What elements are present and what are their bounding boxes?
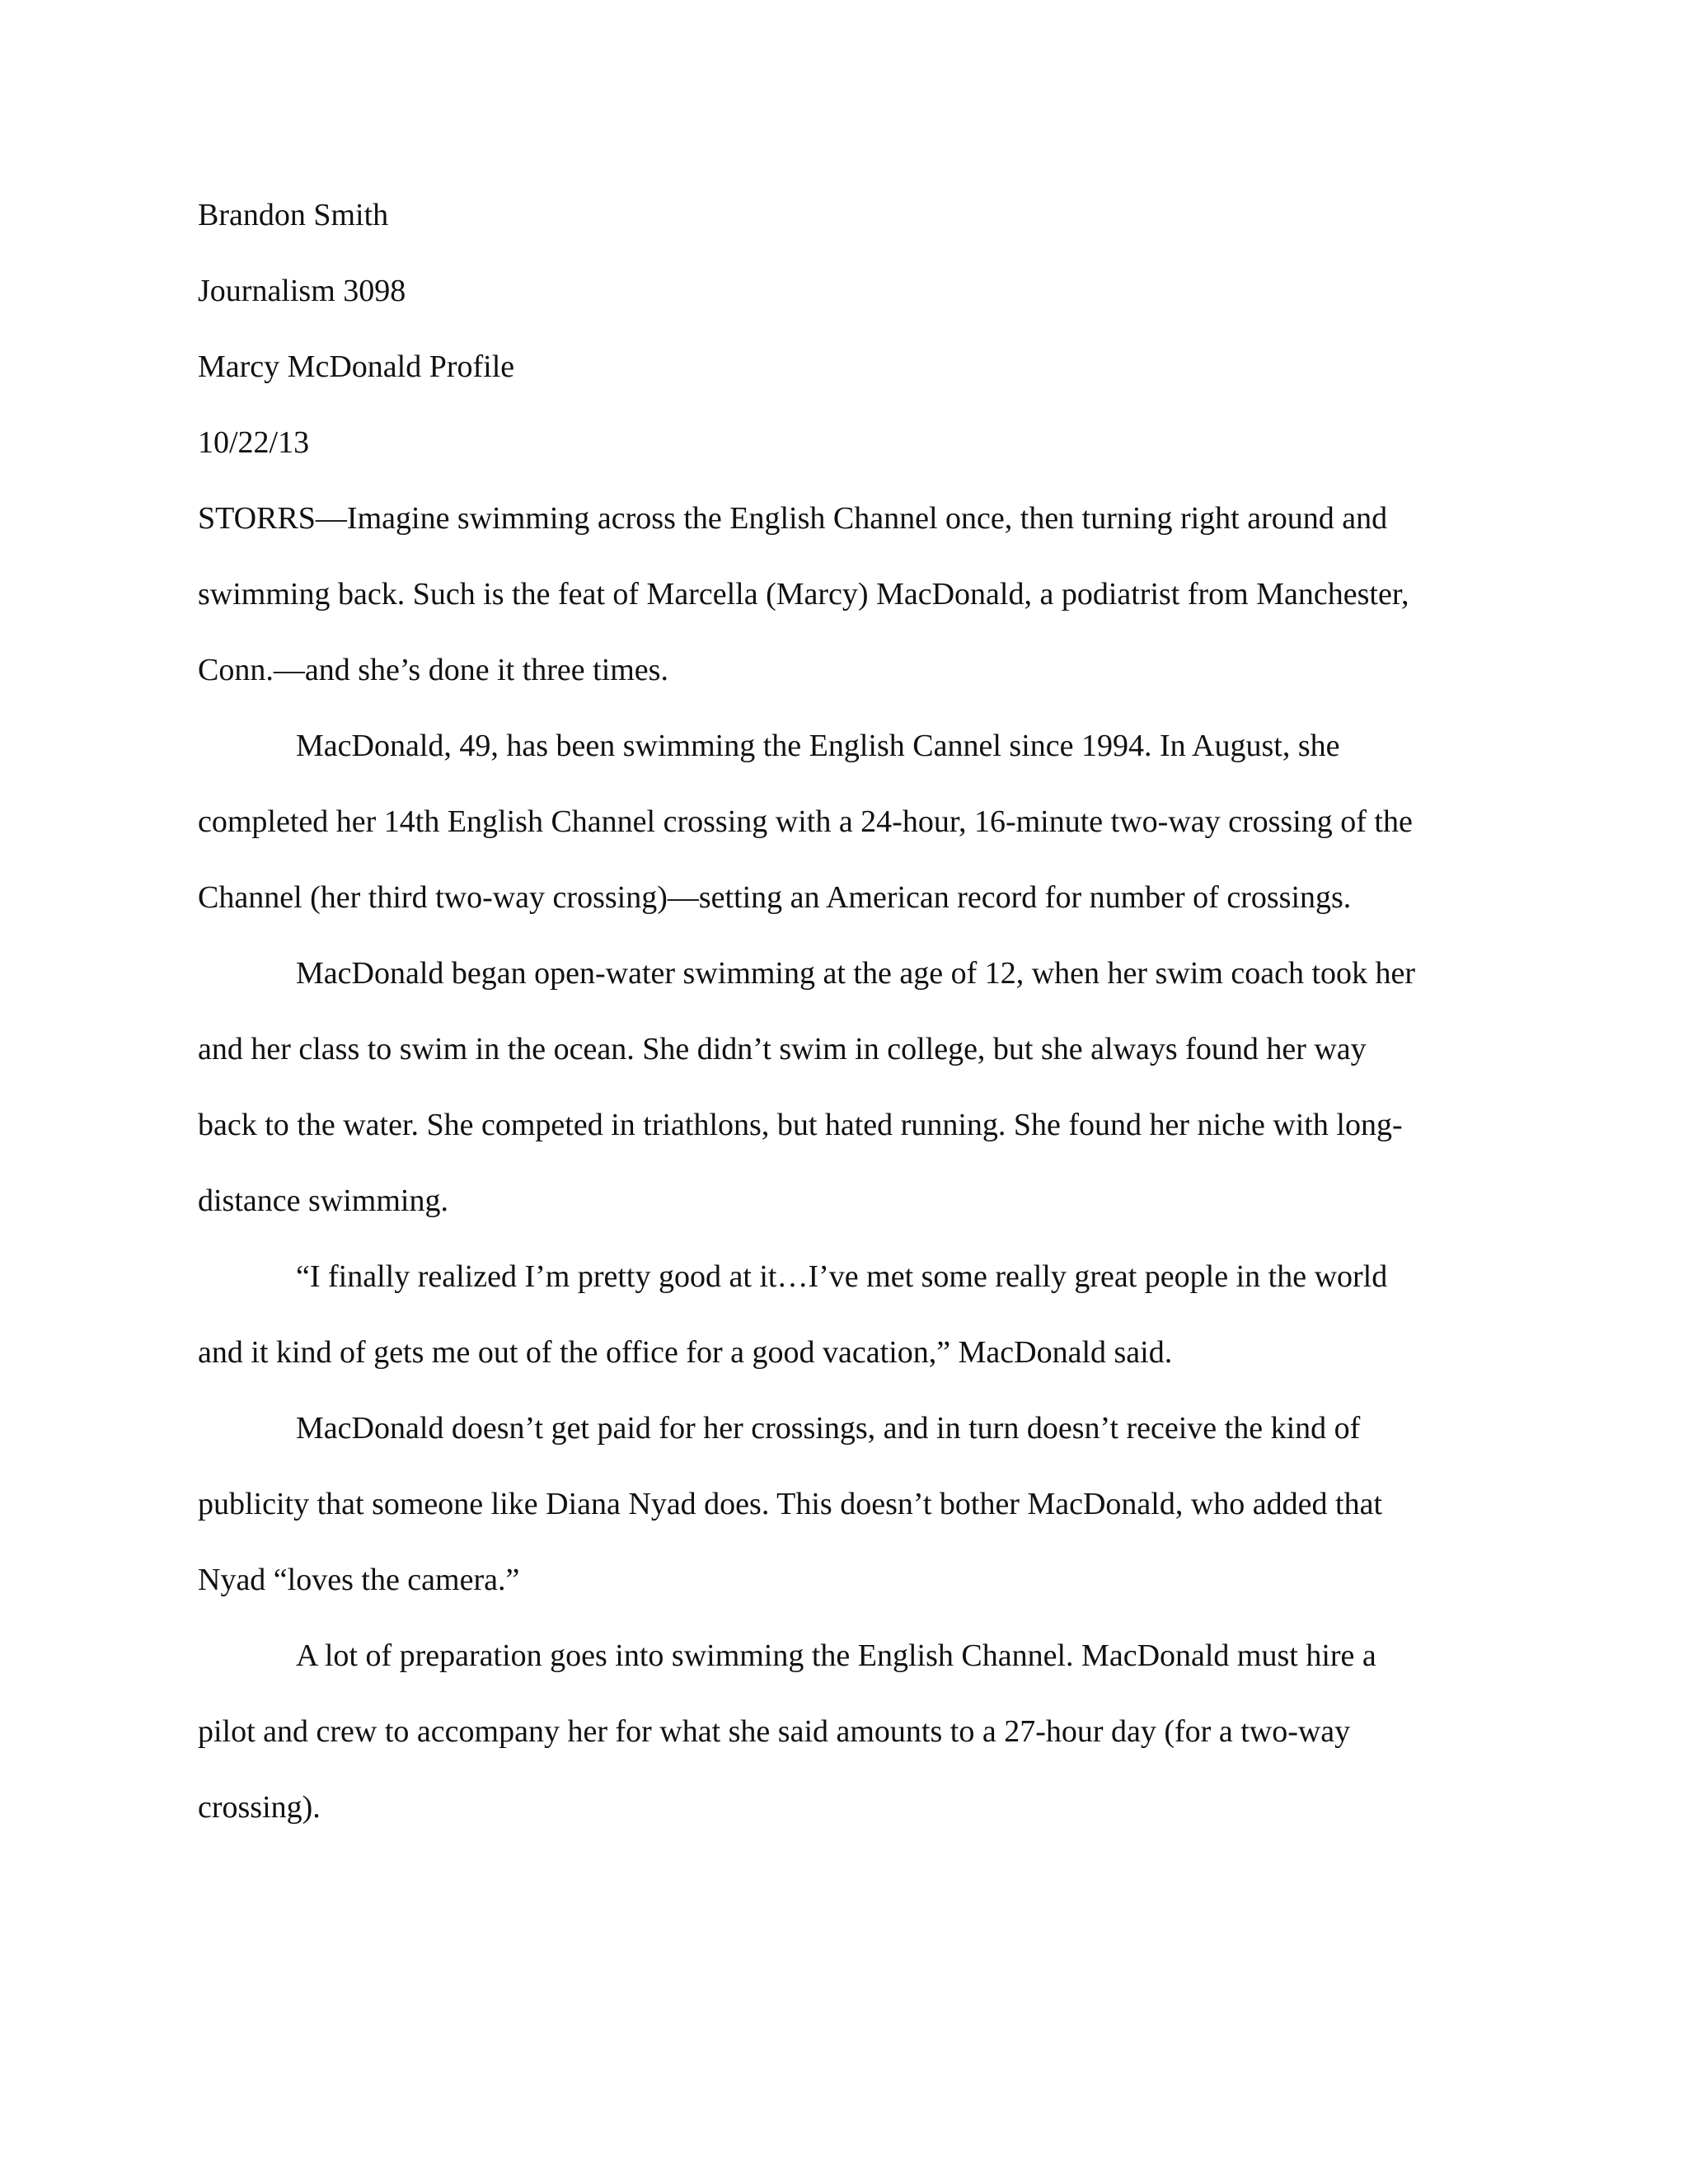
- body-line: pilot and crew to accompany her for what she said amounts to a 27-hour day (for a two-way: [198, 1714, 1351, 1749]
- body-line: Nyad “loves the camera.”: [198, 1563, 520, 1597]
- body-line: and her class to swim in the ocean. She didn’t swim in college, but she always found her way: [198, 1032, 1367, 1066]
- course-name: Journalism 3098: [198, 274, 406, 308]
- body-line: Channel (her third two-way crossing)—setting an American record for number of crossings.: [198, 880, 1352, 915]
- body-line: MacDonald doesn’t get paid for her crossings, and in turn doesn’t receive the kind of: [296, 1411, 1361, 1446]
- document-title: Marcy McDonald Profile: [198, 349, 515, 384]
- body-line: publicity that someone like Diana Nyad does. This doesn’t bother MacDonald, who added that: [198, 1487, 1383, 1521]
- body-line: Conn.—and she’s done it three times.: [198, 653, 668, 687]
- body-line: distance swimming.: [198, 1183, 448, 1218]
- body-line: “I finally realized I’m pretty good at it…I’ve met some really great people in the world: [296, 1259, 1388, 1294]
- body-line: and it kind of gets me out of the office for a good vacation,” MacDonald said.: [198, 1335, 1173, 1370]
- body-line: back to the water. She competed in triathlons, but hated running. She found her niche with long-: [198, 1108, 1403, 1142]
- body-line: MacDonald, 49, has been swimming the English Cannel since 1994. In August, she: [296, 729, 1340, 763]
- body-line: completed her 14th English Channel crossing with a 24-hour, 16-minute two-way crossing of the: [198, 804, 1413, 839]
- body-line: MacDonald began open-water swimming at the age of 12, when her swim coach took her: [296, 956, 1416, 991]
- body-line: A lot of preparation goes into swimming the English Channel. MacDonald must hire a: [296, 1638, 1376, 1673]
- document-date: 10/22/13: [198, 425, 310, 460]
- body-line: swimming back. Such is the feat of Marcella (Marcy) MacDonald, a podiatrist from Manchester,: [198, 577, 1409, 612]
- body-line: STORRS—Imagine swimming across the English Channel once, then turning right around and: [198, 501, 1388, 536]
- body-line: crossing).: [198, 1790, 321, 1825]
- author-name: Brandon Smith: [198, 198, 389, 232]
